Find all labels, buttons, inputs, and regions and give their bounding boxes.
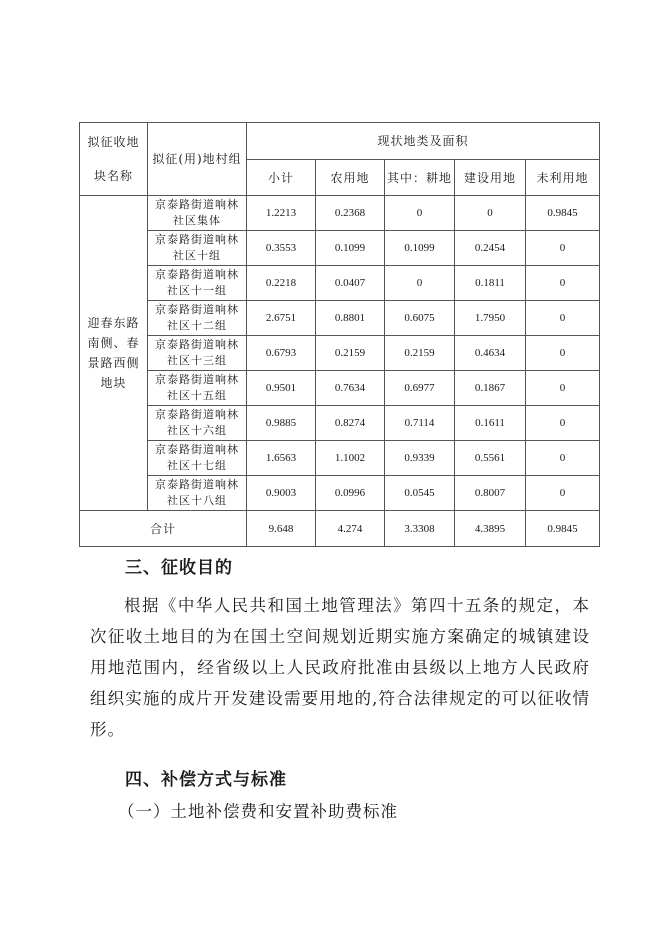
value-cell: 0.2159 xyxy=(385,336,455,371)
value-cell: 0.7634 xyxy=(316,371,385,406)
header-land-status: 现状地类及面积 xyxy=(247,123,600,160)
land-area-table xyxy=(79,122,600,547)
value-cell: 0.2159 xyxy=(316,336,385,371)
value-cell: 0.5561 xyxy=(455,441,526,476)
value-cell: 0 xyxy=(455,196,526,231)
value-cell: 0 xyxy=(385,266,455,301)
village-cell: 京泰路街道响林社区十五组 xyxy=(148,371,247,406)
col-cultivated: 其中：耕地 xyxy=(385,160,455,196)
value-cell: 1.2213 xyxy=(247,196,316,231)
value-cell: 0 xyxy=(526,336,600,371)
total-row xyxy=(80,511,600,547)
village-cell: 京泰路街道响林社区十六组 xyxy=(148,406,247,441)
value-cell: 0.9501 xyxy=(247,371,316,406)
value-cell: 0.0407 xyxy=(316,266,385,301)
village-cell: 京泰路街道响林社区十组 xyxy=(148,231,247,266)
value-cell: 0.0996 xyxy=(316,476,385,511)
value-cell: 0 xyxy=(526,371,600,406)
col-unused: 未利用地 xyxy=(526,160,600,196)
value-cell: 0 xyxy=(526,301,600,336)
value-cell: 0.6075 xyxy=(385,301,455,336)
value-cell: 0 xyxy=(526,231,600,266)
table-row xyxy=(80,476,600,511)
total-value: 0.9845 xyxy=(526,511,600,547)
value-cell: 0.9845 xyxy=(526,196,600,231)
section-3-paragraph: 根据《中华人民共和国土地管理法》第四十五条的规定，本次征收土地目的为在国土空间规划近期实施方案确定的城镇建设用地范围内，经省级以上人民政府批准由县级以上地方人民政府组织实施的成片开发建设需要用地的,符合法律规定的可以征收情形。 xyxy=(90,596,590,739)
value-cell: 0 xyxy=(526,266,600,301)
value-cell: 2.6751 xyxy=(247,301,316,336)
village-cell: 京泰路街道响林社区十八组 xyxy=(148,476,247,511)
header-block-name: 拟征收地块名称 xyxy=(80,123,148,196)
value-cell: 0.1811 xyxy=(455,266,526,301)
value-cell: 0.2368 xyxy=(316,196,385,231)
value-cell: 0.1867 xyxy=(455,371,526,406)
table-row xyxy=(80,231,600,266)
total-value: 3.3308 xyxy=(385,511,455,547)
value-cell: 0 xyxy=(526,476,600,511)
value-cell: 1.6563 xyxy=(247,441,316,476)
village-cell: 京泰路街道响林社区十一组 xyxy=(148,266,247,301)
col-agricultural: 农用地 xyxy=(316,160,385,196)
block-name-cell: 迎春东路南侧、春景路西侧地块 xyxy=(80,196,148,511)
total-label: 合计 xyxy=(80,511,247,547)
value-cell: 0.2454 xyxy=(455,231,526,266)
value-cell: 0.2218 xyxy=(247,266,316,301)
value-cell: 0.3553 xyxy=(247,231,316,266)
value-cell: 0.6977 xyxy=(385,371,455,406)
value-cell: 0.9885 xyxy=(247,406,316,441)
value-cell: 1.1002 xyxy=(316,441,385,476)
total-value: 4.3895 xyxy=(455,511,526,547)
table-row xyxy=(80,266,600,301)
section-3-heading: 三、征收目的 xyxy=(125,558,233,578)
table-row xyxy=(80,336,600,371)
value-cell: 0.9003 xyxy=(247,476,316,511)
section-4-heading: 四、补偿方式与标准 xyxy=(125,770,287,790)
table-row xyxy=(80,371,600,406)
table-row xyxy=(80,441,600,476)
section-4-subheading: （一）土地补偿费和安置补助费标准 xyxy=(118,802,398,821)
col-subtotal: 小计 xyxy=(247,160,316,196)
village-cell: 京泰路街道响林社区十七组 xyxy=(148,441,247,476)
table-row xyxy=(80,406,600,441)
value-cell: 0.0545 xyxy=(385,476,455,511)
village-cell: 京泰路街道响林社区十二组 xyxy=(148,301,247,336)
col-construction: 建设用地 xyxy=(455,160,526,196)
value-cell: 0 xyxy=(385,196,455,231)
total-value: 9.648 xyxy=(247,511,316,547)
header-village-group: 拟征(用)地村组 xyxy=(148,123,247,196)
value-cell: 0.8007 xyxy=(455,476,526,511)
table-row xyxy=(80,301,600,336)
value-cell: 0.9339 xyxy=(385,441,455,476)
value-cell: 0 xyxy=(526,406,600,441)
value-cell: 0.1099 xyxy=(316,231,385,266)
value-cell: 0.7114 xyxy=(385,406,455,441)
village-cell: 京泰路街道响林社区十三组 xyxy=(148,336,247,371)
value-cell: 0 xyxy=(526,441,600,476)
value-cell: 0.8274 xyxy=(316,406,385,441)
value-cell: 0.8801 xyxy=(316,301,385,336)
village-cell: 京泰路街道响林社区集体 xyxy=(148,196,247,231)
value-cell: 0.6793 xyxy=(247,336,316,371)
value-cell: 0.1099 xyxy=(385,231,455,266)
value-cell: 0.4634 xyxy=(455,336,526,371)
table-row xyxy=(80,196,600,231)
value-cell: 0.1611 xyxy=(455,406,526,441)
value-cell: 1.7950 xyxy=(455,301,526,336)
total-value: 4.274 xyxy=(316,511,385,547)
